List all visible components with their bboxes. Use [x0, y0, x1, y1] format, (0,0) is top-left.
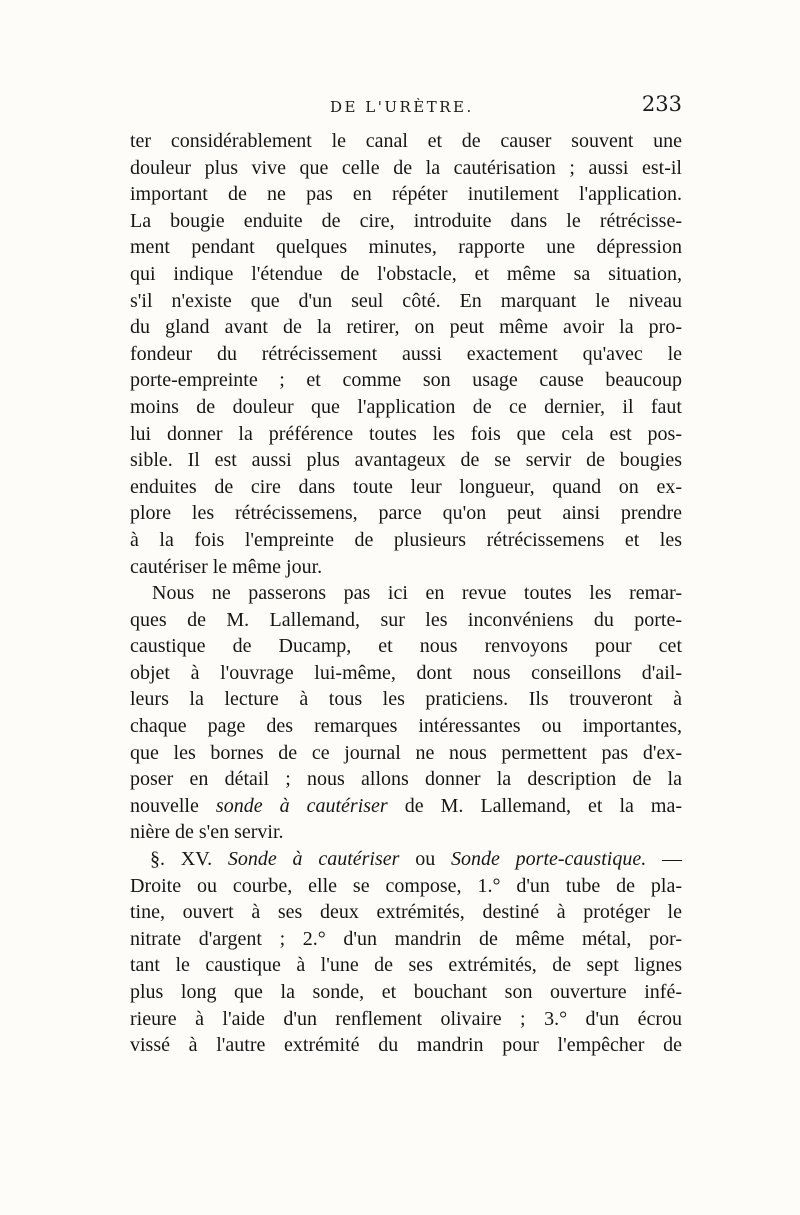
text-line: nitrate d'argent ; 2.° d'un mandrin de même métal, por- — [130, 927, 682, 950]
italic-term: Sonde à cautériser — [227, 848, 400, 871]
page-number: 233 — [641, 92, 682, 116]
text-line: plore les rétrécissemens, parce qu'on peut ainsi prendre — [130, 502, 682, 525]
text-line: leurs la lecture à tous les praticiens. Ils trouveront à — [130, 688, 682, 711]
text-line: objet à l'ouvrage lui-même, dont nous conseillons d'ail- — [130, 661, 682, 684]
text-line: important de ne pas en répéter inutilement l'application. — [130, 183, 682, 206]
text-line: que les bornes de ce journal ne nous permettent pas d'ex- — [130, 741, 682, 764]
text-line: qui indique l'étendue de l'obstacle, et même sa situation, — [130, 262, 682, 285]
running-head-title: DE L'URÈTRE. — [330, 98, 474, 116]
section-number: §. XV. — [150, 848, 228, 871]
italic-term: Sonde porte-caustique. — [451, 848, 647, 871]
line-text: de M. Lallemand, et la ma- — [387, 794, 683, 817]
text-line: vissé à l'autre extrémité du mandrin pour l'empêcher de — [130, 1034, 682, 1057]
text-line: s'il n'existe que d'un seul côté. En marquant le niveau — [130, 289, 682, 312]
text-line: douleur plus vive que celle de la cautérisation ; aussi est-il — [130, 156, 682, 179]
text-line: caustique de Ducamp, et nous renvoyons pour cet — [130, 635, 682, 658]
text-line: porte-empreinte ; et comme son usage cause beaucoup — [130, 369, 682, 392]
line-text: nouvelle — [130, 794, 216, 817]
text-line: enduites de cire dans toute leur longueur, quand on ex- — [130, 475, 682, 498]
text-line: du gland avant de la retirer, on peut même avoir la pro- — [130, 316, 682, 339]
text-line: fondeur du rétrécissement aussi exactement qu'avec le — [130, 342, 682, 365]
text-line: plus long que la sonde, et bouchant son ouverture infé- — [130, 981, 682, 1003]
running-head — [130, 92, 682, 122]
text-line: chaque page des remarques intéressantes ou importantes, — [130, 715, 682, 738]
text-line: ques de M. Lallemand, sur les inconvéniens du porte- — [130, 608, 682, 631]
text-line: sible. Il est aussi plus avantageux de se servir de bougies — [130, 449, 682, 472]
text-line: La bougie enduite de cire, introduite dans le rétrécisse- — [130, 209, 682, 232]
line-text: — — [646, 848, 683, 871]
text-line: cautériser le même jour. — [130, 555, 323, 578]
text-line: nière de s'en servir. — [130, 821, 284, 844]
text-line: tine, ouvert à ses deux extrémités, destiné à protéger le — [130, 901, 682, 924]
text-line: moins de douleur que l'application de ce dernier, il faut — [130, 395, 682, 418]
section-heading-line — [130, 846, 682, 873]
body-text — [130, 128, 682, 1059]
text-line: ter considérablement le canal et de causer souvent une — [130, 130, 682, 152]
text-line: tant le caustique à l'une de ses extrémités, de sept lignes — [130, 954, 682, 977]
text-line: à la fois l'empreinte de plusieurs rétrécissemens et les — [130, 528, 682, 551]
text-line-with-italic — [130, 793, 682, 820]
italic-term: sonde à cautériser — [215, 794, 388, 817]
line-text: ou — [399, 848, 452, 871]
text-line: ment pendant quelques minutes, rapporte une dépression — [130, 236, 682, 259]
text-line: poser en détail ; nous allons donner la description de la — [130, 768, 682, 791]
paragraph-first-line: Nous ne passerons pas ici en revue toutes les remar- — [152, 582, 682, 605]
text-line: rieure à l'aide d'un renflement olivaire ; 3.° d'un écrou — [130, 1007, 682, 1030]
text-line: Droite ou courbe, elle se compose, 1.° d'un tube de pla- — [130, 874, 682, 897]
text-line: lui donner la préférence toutes les fois que cela est pos- — [130, 422, 682, 445]
